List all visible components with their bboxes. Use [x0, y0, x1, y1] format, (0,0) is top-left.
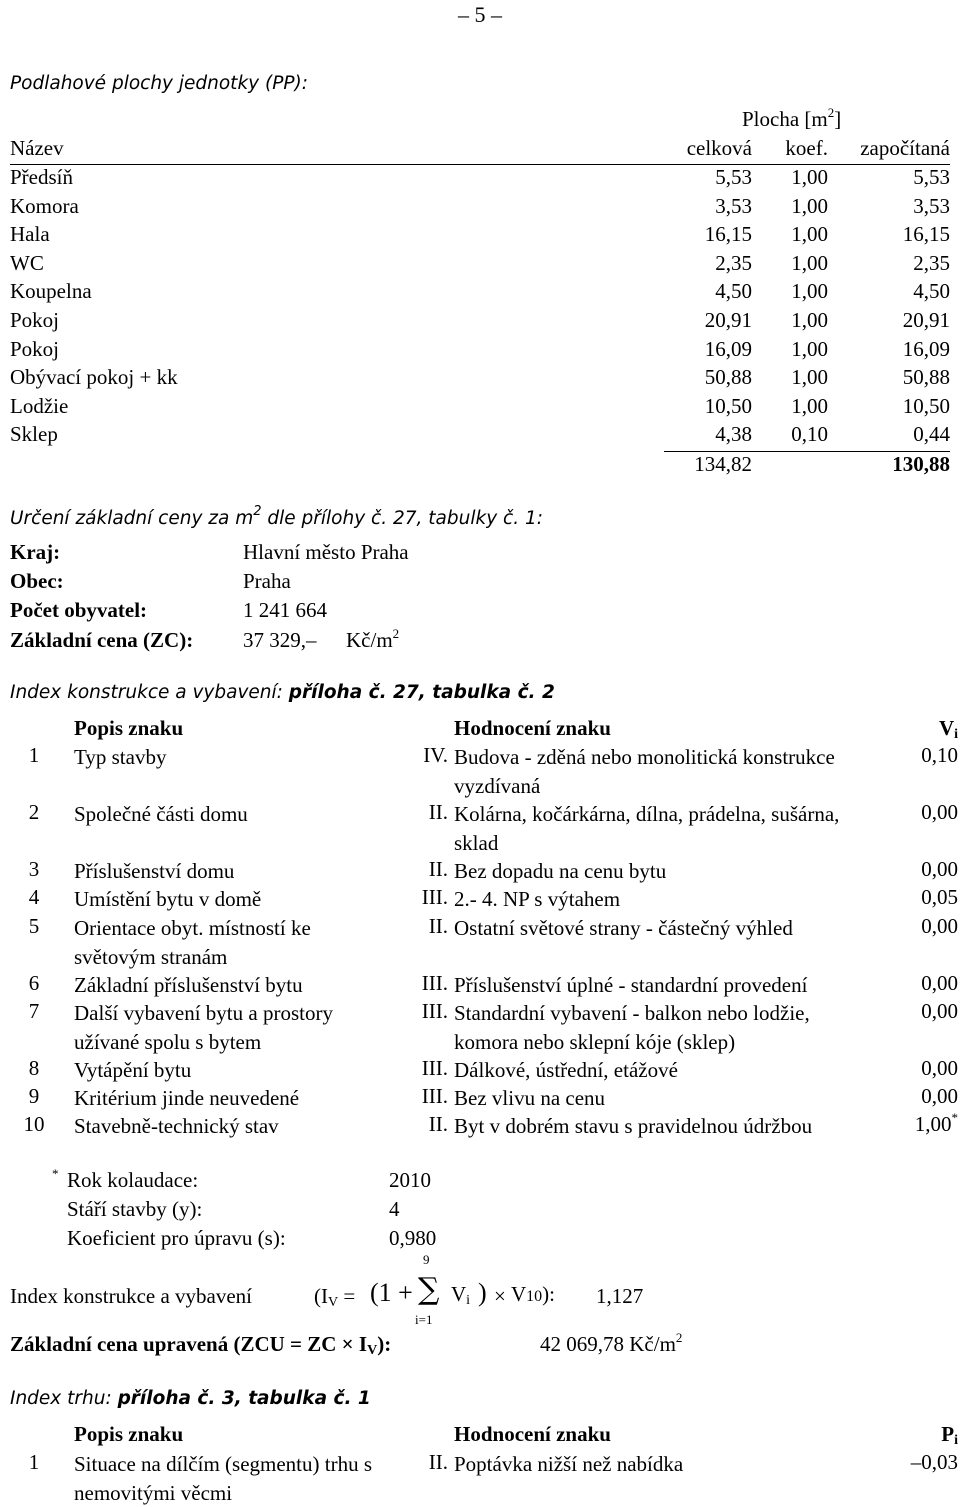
sigma-lower: i=1	[415, 1312, 433, 1327]
formula-value: 1,127	[596, 1284, 644, 1308]
vi-value	[921, 743, 958, 768]
room-total-area: 16,15	[704, 222, 752, 247]
evaluation-text: Ostatní světové strany - částečný výhled	[454, 916, 793, 940]
col-total-header: celková	[686, 136, 752, 160]
formula-v10: V10):	[511, 1282, 555, 1306]
formula-open: (1 +	[370, 1278, 413, 1307]
market-index-heading: Index trhu: příloha č. 3, tabulka č. 1	[10, 1388, 371, 1409]
formula-label: Index konstrukce a vybavení	[10, 1284, 253, 1308]
evaluation-level: III.	[421, 971, 448, 995]
evaluation-text: Bez dopadu na cenu bytu	[454, 859, 667, 883]
feature-description: Situace na dílčím (segmentu) trhu s nemovitými věcmi	[74, 1452, 373, 1505]
formula-times: ×	[494, 1284, 506, 1308]
row-number: 1	[28, 1450, 40, 1474]
floor-table-header	[10, 136, 950, 164]
row-number: 2	[28, 800, 40, 824]
room-coefficient: 1,00	[791, 365, 828, 390]
col-counted-header: započítaná	[860, 136, 950, 160]
population-value: 1 241 664	[243, 598, 327, 622]
vi-value	[921, 914, 958, 939]
market-col-eval-header: Hodnocení znaku	[454, 1422, 611, 1446]
room-coefficient: 1,00	[791, 393, 828, 418]
room-coefficient: 1,00	[791, 336, 828, 361]
room-coefficient: 1,00	[791, 308, 828, 332]
feature-description: Příslušenství domu	[74, 859, 235, 883]
room-coefficient: 1,00	[791, 250, 828, 275]
evaluation-level: II.	[428, 1450, 448, 1474]
vi-value	[921, 857, 958, 882]
room-total-area: 4,50	[715, 279, 752, 304]
pi-value: –0,03	[910, 1450, 958, 1474]
floor-row	[10, 251, 950, 279]
formula-iv: ($I_V$ =	[314, 1284, 356, 1310]
evaluation-text: Budova - zděná nebo monolitická konstrukce vyzdívaná	[454, 745, 835, 798]
sum-counted: 130,88	[892, 452, 950, 476]
feature-description: Další vybavení bytu a prostory užívané spolu s bytem	[74, 1001, 333, 1054]
col-eval-header: Hodnocení znaku	[454, 716, 611, 740]
floor-row	[10, 337, 950, 365]
vi-value	[921, 1084, 958, 1109]
page-number: – 5 –	[458, 2, 502, 27]
room-counted-area: 10,50	[902, 393, 950, 418]
room-counted-area: 2,35	[913, 250, 950, 275]
room-counted-area: 16,09	[902, 336, 950, 361]
room-name: Hala	[10, 222, 50, 247]
evaluation-text: Byt v dobrém stavu s pravidelnou údržbou	[454, 1114, 813, 1138]
evaluation-level: III.	[421, 999, 448, 1023]
sigma-icon: ∑	[418, 1272, 440, 1307]
evaluation-level: III.	[421, 1084, 448, 1108]
vi-footnote-mark: *	[951, 1110, 958, 1125]
floor-area-heading: Podlahové plochy jednotky (PP):	[10, 73, 308, 94]
room-coefficient: 1,00	[791, 222, 828, 247]
feature-description: Umístění bytu v domě	[74, 887, 262, 911]
market-col-desc-header: Popis znaku	[74, 1422, 184, 1446]
adjust-coef-value: 0,980	[389, 1226, 437, 1250]
room-counted-area: 20,91	[902, 308, 950, 332]
room-coefficient: 1,00	[791, 193, 828, 218]
vi-number: 0,00	[921, 857, 958, 881]
col-coef-header: koef.	[785, 136, 828, 160]
row-number: 10	[23, 1112, 45, 1136]
evaluation-text: Poptávka nižší než nabídka	[454, 1452, 684, 1476]
evaluation-level: III.	[421, 885, 448, 909]
sigma-upper: 9	[423, 1252, 430, 1267]
floor-table-sum	[10, 452, 950, 480]
vi-value	[915, 1112, 958, 1137]
row-number: 6	[28, 971, 40, 995]
construction-index-heading: Index konstrukce a vybavení: příloha č. 27, tabulka č. 2	[10, 682, 555, 703]
vi-number: 0,00	[921, 971, 958, 995]
room-name: Pokoj	[10, 336, 60, 361]
room-counted-area: 3,53	[913, 193, 950, 218]
room-coefficient: 1,00	[791, 279, 828, 304]
municipality-value: Praha	[243, 569, 291, 593]
feature-description: Společné části domu	[74, 802, 248, 826]
region-label: Kraj:	[10, 540, 61, 564]
vi-number: 0,00	[921, 999, 958, 1023]
floor-row	[10, 194, 950, 222]
feature-description: Základní příslušenství bytu	[74, 973, 303, 997]
col-desc-header: Popis znaku	[74, 716, 184, 740]
room-name: Sklep	[10, 422, 58, 447]
room-name: WC	[10, 250, 44, 275]
vi-number: 0,00	[921, 1056, 958, 1080]
row-number: 3	[28, 857, 40, 881]
evaluation-text: Bez vlivu na cenu	[454, 1086, 606, 1110]
vi-number: 0,00	[921, 1084, 958, 1108]
area-header: Plocha $[m^2]$	[742, 105, 842, 131]
evaluation-level: IV.	[423, 743, 448, 767]
vi-number: 1,00	[914, 1112, 952, 1136]
room-counted-area: 16,15	[902, 222, 950, 247]
room-total-area: 10,50	[704, 393, 752, 418]
evaluation-text: Kolárna, kočárkárna, dílna, prádelna, sušárna, sklad	[454, 802, 840, 855]
room-total-area: 3,53	[715, 193, 752, 218]
evaluation-text: Dálkové, ústřední, etážové	[454, 1058, 678, 1082]
vi-number: 0,00	[921, 914, 958, 938]
room-total-area: 16,09	[704, 336, 752, 361]
evaluation-level: II.	[428, 1112, 448, 1136]
room-name: Lodžie	[10, 393, 69, 418]
vi-value	[921, 971, 958, 996]
room-name: Obývací pokoj + kk	[10, 365, 178, 390]
room-coefficient: 0,10	[791, 422, 828, 447]
floor-row	[10, 279, 950, 307]
room-total-area: 50,88	[704, 365, 752, 390]
room-total-area: 4,38	[715, 422, 752, 447]
feature-description: Orientace obyt. místností ke světovým stranám	[74, 916, 311, 969]
evaluation-level: II.	[428, 914, 448, 938]
adjust-coef-label: Koeficient pro úpravu (s):	[67, 1226, 286, 1250]
evaluation-text: 2.- 4. NP s výtahem	[454, 887, 621, 911]
room-counted-area: 5,53	[913, 165, 950, 189]
formula-vi: $V_i$	[451, 1282, 471, 1308]
base-price-value: 37 329,–	[243, 628, 317, 652]
evaluation-level: II.	[428, 857, 448, 881]
room-name: Koupelna	[10, 279, 92, 304]
year-value: 2010	[389, 1168, 431, 1192]
room-counted-area: 0,44	[913, 422, 950, 447]
room-total-area: 20,91	[704, 308, 752, 332]
room-name: Komora	[10, 193, 79, 218]
age-label: Stáří stavby (y):	[67, 1197, 203, 1221]
row-number: 7	[28, 999, 40, 1023]
evaluation-text: Standardní vybavení - balkon nebo lodžie, komora nebo sklepní kóje (sklep)	[454, 1001, 810, 1054]
formula-close: )	[478, 1278, 487, 1307]
sum-total: 134,82	[694, 452, 752, 476]
feature-description: Kritérium jinde neuvedené	[74, 1086, 300, 1110]
evaluation-level: III.	[421, 1056, 448, 1080]
market-col-pi-header: $P_i$	[941, 1422, 958, 1448]
vi-number: 0,10	[921, 743, 958, 767]
evaluation-text: Příslušenství úplné - standardní provedení	[454, 973, 808, 997]
evaluation-level: II.	[428, 800, 448, 824]
room-counted-area: 4,50	[913, 279, 950, 304]
base-price-unit: $Kč/m^2$	[346, 626, 400, 652]
year-label: Rok kolaudace:	[67, 1168, 199, 1192]
adjusted-price-label: Základní cena upravená (ZCU = ZC × $I_V$):	[10, 1332, 392, 1358]
row-number: 1	[28, 743, 40, 767]
base-price-heading: Určení základní ceny za $m^2$ dle přílohy č. 27, tabulky č. 1:	[10, 504, 543, 529]
floor-row	[10, 308, 950, 336]
col-name-header: Název	[10, 136, 64, 160]
vi-number: 0,00	[921, 800, 958, 824]
row-number: 5	[28, 914, 40, 938]
row-number: 8	[28, 1056, 40, 1080]
feature-description: Typ stavby	[74, 745, 167, 769]
vi-number: 0,05	[921, 885, 958, 909]
room-total-area: 5,53	[715, 165, 752, 189]
floor-row	[10, 422, 950, 450]
vi-value	[921, 1056, 958, 1081]
room-name: Pokoj	[10, 308, 60, 332]
footnote-mark: *	[52, 1166, 59, 1181]
adjusted-price-value: 42 069,78 $Kč/m^2$	[540, 1330, 683, 1356]
age-value: 4	[389, 1197, 400, 1221]
room-counted-area: 50,88	[902, 365, 950, 390]
col-vi-header: $V_i$	[938, 716, 958, 742]
floor-row	[10, 222, 950, 250]
vi-value	[921, 885, 958, 910]
floor-row	[10, 394, 950, 422]
row-number: 4	[28, 885, 40, 909]
population-label: Počet obyvatel:	[10, 598, 148, 622]
room-total-area: 2,35	[715, 250, 752, 275]
floor-row	[10, 165, 950, 193]
region-value: Hlavní město Praha	[243, 540, 409, 564]
municipality-label: Obec:	[10, 569, 64, 593]
room-coefficient: 1,00	[791, 165, 828, 189]
feature-description: Stavebně-technický stav	[74, 1114, 279, 1138]
floor-row	[10, 365, 950, 393]
vi-value	[921, 999, 958, 1024]
room-name: Předsíň	[10, 165, 73, 189]
vi-value	[921, 800, 958, 825]
feature-description: Vytápění bytu	[74, 1058, 192, 1082]
base-price-label: Základní cena (ZC):	[10, 628, 194, 652]
row-number: 9	[28, 1084, 40, 1108]
